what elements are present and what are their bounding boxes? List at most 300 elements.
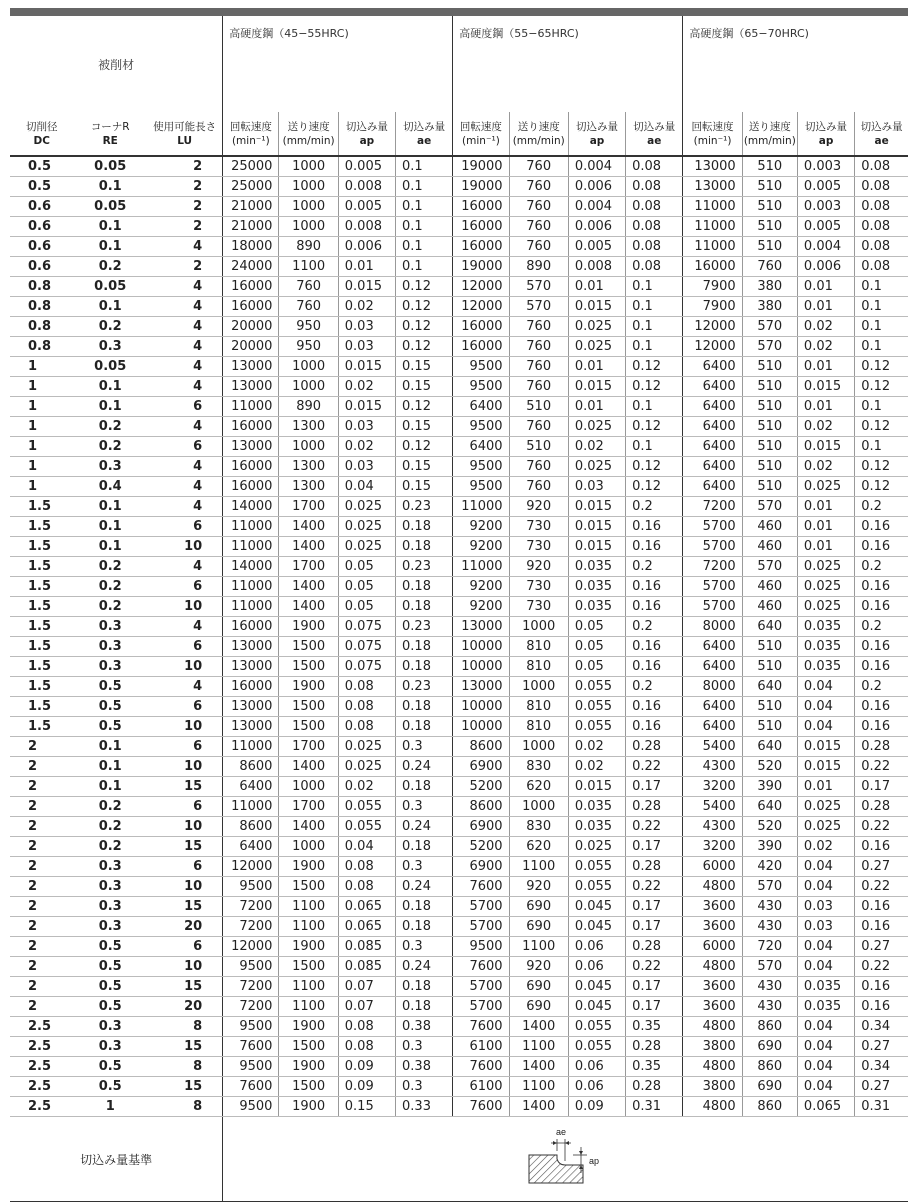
cell-dc: 2: [10, 857, 73, 877]
cell-feed: 1900: [279, 937, 338, 957]
cell-speed: 16000: [453, 217, 509, 237]
table-row: [10, 537, 908, 557]
cell-feed: 570: [742, 317, 797, 337]
cell-feed: 520: [742, 817, 797, 837]
cell-speed: 5200: [453, 777, 509, 797]
cell-speed: 13000: [223, 437, 279, 457]
cell-ap: 0.015: [338, 397, 395, 417]
cell-speed: 4800: [683, 1097, 742, 1117]
cell-ae: 0.08: [626, 156, 683, 177]
cell-lu: 15: [147, 777, 223, 797]
cell-speed: 3600: [683, 997, 742, 1017]
cell-ae: 0.1: [396, 237, 453, 257]
cell-speed: 5700: [453, 897, 509, 917]
cell-feed: 950: [279, 317, 338, 337]
cell-re: 0.1: [73, 377, 147, 397]
cell-feed: 510: [742, 197, 797, 217]
cell-dc: 1.5: [10, 717, 73, 737]
cell-ap: 0.025: [568, 337, 625, 357]
table-row: [10, 317, 908, 337]
cell-speed: 13000: [223, 657, 279, 677]
cell-ap: 0.055: [568, 1037, 625, 1057]
cell-speed: 13000: [223, 357, 279, 377]
cell-ap: 0.035: [568, 817, 625, 837]
cell-speed: 9500: [453, 477, 509, 497]
cell-ae: 0.3: [396, 1037, 453, 1057]
cell-ap: 0.01: [797, 357, 854, 377]
col-re: コーナR RE: [73, 112, 147, 156]
cell-ap: 0.005: [568, 237, 625, 257]
col-dc: 切削径 DC: [10, 112, 73, 156]
cell-feed: 1100: [509, 1077, 568, 1097]
cell-speed: 6100: [453, 1037, 509, 1057]
cell-ae: 0.08: [855, 156, 908, 177]
cell-ae: 0.23: [396, 677, 453, 697]
cell-ae: 0.1: [855, 297, 908, 317]
cell-re: 0.1: [73, 237, 147, 257]
cell-re: 0.3: [73, 857, 147, 877]
cell-re: 0.2: [73, 317, 147, 337]
cell-speed: 16000: [453, 317, 509, 337]
cell-feed: 510: [509, 437, 568, 457]
cell-speed: 16000: [683, 257, 742, 277]
cell-speed: 16000: [453, 237, 509, 257]
cell-feed: 760: [509, 457, 568, 477]
cell-ae: 0.18: [396, 657, 453, 677]
cell-lu: 2: [147, 177, 223, 197]
cell-speed: 6900: [453, 757, 509, 777]
cell-speed: 6000: [683, 857, 742, 877]
table-row: [10, 877, 908, 897]
cell-feed: 510: [742, 417, 797, 437]
cell-feed: 620: [509, 777, 568, 797]
cell-ap: 0.04: [797, 877, 854, 897]
cell-ae: 0.16: [855, 657, 908, 677]
cell-ap: 0.04: [797, 1037, 854, 1057]
cell-ae: 0.12: [396, 297, 453, 317]
cell-ap: 0.025: [568, 837, 625, 857]
cell-speed: 16000: [223, 677, 279, 697]
cell-feed: 1000: [509, 737, 568, 757]
cell-lu: 6: [147, 577, 223, 597]
cell-speed: 6400: [683, 457, 742, 477]
cell-speed: 7200: [683, 557, 742, 577]
table-row: [10, 257, 908, 277]
cell-re: 0.5: [73, 977, 147, 997]
cell-ap: 0.008: [338, 177, 395, 197]
col-speed-2: 回転速度 (min⁻¹): [453, 112, 509, 156]
cell-speed: 5400: [683, 737, 742, 757]
cell-ap: 0.02: [797, 417, 854, 437]
cell-re: 0.5: [73, 697, 147, 717]
cell-ae: 0.1: [855, 317, 908, 337]
cell-re: 0.3: [73, 877, 147, 897]
cell-ae: 0.38: [396, 1017, 453, 1037]
cell-ae: 0.22: [626, 957, 683, 977]
cell-ap: 0.01: [568, 277, 625, 297]
cell-ap: 0.025: [797, 797, 854, 817]
cell-dc: 0.6: [10, 237, 73, 257]
cell-dc: 1: [10, 457, 73, 477]
cell-ae: 0.18: [396, 717, 453, 737]
cell-ae: 0.12: [626, 417, 683, 437]
cell-ae: 0.16: [626, 517, 683, 537]
cell-ae: 0.12: [626, 357, 683, 377]
cell-ap: 0.07: [338, 997, 395, 1017]
cell-re: 0.05: [73, 156, 147, 177]
cell-feed: 730: [509, 517, 568, 537]
cell-speed: 7200: [223, 917, 279, 937]
cutting-conditions-table: [10, 16, 908, 1202]
cell-dc: 1: [10, 417, 73, 437]
cell-feed: 1500: [279, 657, 338, 677]
cell-re: 0.2: [73, 257, 147, 277]
cell-lu: 4: [147, 557, 223, 577]
cell-feed: 570: [509, 277, 568, 297]
cell-speed: 5700: [453, 997, 509, 1017]
cell-feed: 520: [742, 757, 797, 777]
cell-ap: 0.045: [568, 977, 625, 997]
cell-speed: 12000: [683, 317, 742, 337]
cell-ae: 0.28: [626, 1037, 683, 1057]
cell-speed: 19000: [453, 156, 509, 177]
cell-feed: 1000: [279, 437, 338, 457]
cell-feed: 1500: [279, 717, 338, 737]
cell-speed: 4300: [683, 817, 742, 837]
cell-ae: 0.1: [855, 397, 908, 417]
cell-speed: 11000: [223, 597, 279, 617]
cell-feed: 1400: [279, 597, 338, 617]
cell-re: 0.3: [73, 637, 147, 657]
table-row: [10, 557, 908, 577]
cell-dc: 2: [10, 937, 73, 957]
cell-feed: 1400: [509, 1097, 568, 1117]
cell-dc: 1: [10, 397, 73, 417]
cell-speed: 6900: [453, 857, 509, 877]
cell-ae: 0.31: [626, 1097, 683, 1117]
table-row: [10, 797, 908, 817]
cell-speed: 16000: [223, 457, 279, 477]
cell-feed: 860: [742, 1057, 797, 1077]
cell-dc: 2.5: [10, 1077, 73, 1097]
cell-re: 0.1: [73, 397, 147, 417]
cell-feed: 570: [742, 557, 797, 577]
cell-ap: 0.05: [568, 617, 625, 637]
cell-speed: 6400: [683, 417, 742, 437]
cell-ap: 0.055: [568, 857, 625, 877]
col-feed-3: 送り速度 (mm/min): [742, 112, 797, 156]
cell-lu: 6: [147, 797, 223, 817]
cell-dc: 2: [10, 957, 73, 977]
cell-ae: 0.12: [855, 377, 908, 397]
cell-speed: 7200: [223, 997, 279, 1017]
table-row: [10, 1077, 908, 1097]
cell-feed: 1400: [279, 757, 338, 777]
cell-speed: 16000: [223, 617, 279, 637]
cell-lu: 4: [147, 497, 223, 517]
cell-lu: 6: [147, 937, 223, 957]
cell-ae: 0.12: [855, 457, 908, 477]
cell-speed: 7900: [683, 297, 742, 317]
cell-lu: 20: [147, 997, 223, 1017]
cell-ap: 0.015: [568, 777, 625, 797]
cell-ap: 0.035: [797, 617, 854, 637]
cell-feed: 510: [742, 156, 797, 177]
cell-speed: 9500: [453, 417, 509, 437]
cell-feed: 760: [509, 317, 568, 337]
cell-feed: 430: [742, 977, 797, 997]
cell-ap: 0.015: [568, 377, 625, 397]
cell-lu: 15: [147, 1037, 223, 1057]
cell-speed: 16000: [223, 297, 279, 317]
cell-feed: 1000: [279, 197, 338, 217]
cell-ap: 0.005: [797, 177, 854, 197]
cell-ae: 0.1: [626, 277, 683, 297]
cell-speed: 16000: [223, 417, 279, 437]
cell-ap: 0.055: [568, 677, 625, 697]
cell-feed: 570: [742, 877, 797, 897]
col-feed-1: 送り速度 (mm/min): [279, 112, 338, 156]
cell-speed: 9200: [453, 537, 509, 557]
cell-feed: 920: [509, 557, 568, 577]
cell-ae: 0.18: [396, 537, 453, 557]
cell-ap: 0.015: [568, 497, 625, 517]
cell-ae: 0.12: [396, 437, 453, 457]
cell-feed: 1400: [509, 1017, 568, 1037]
cell-ae: 0.1: [396, 217, 453, 237]
cell-ae: 0.1: [855, 437, 908, 457]
cell-dc: 2: [10, 977, 73, 997]
cell-ae: 0.08: [855, 217, 908, 237]
cell-speed: 7600: [223, 1037, 279, 1057]
cell-ap: 0.075: [338, 657, 395, 677]
cell-speed: 8000: [683, 617, 742, 637]
table-row: [10, 417, 908, 437]
cell-ae: 0.24: [396, 877, 453, 897]
cell-re: 0.2: [73, 417, 147, 437]
cell-feed: 720: [742, 937, 797, 957]
cell-feed: 510: [742, 657, 797, 677]
cell-dc: 1.5: [10, 677, 73, 697]
cell-ae: 0.08: [855, 237, 908, 257]
cell-ae: 0.22: [855, 757, 908, 777]
group-header-45-55: 高硬度鋼（45−55HRC): [223, 16, 453, 112]
cell-speed: 25000: [223, 177, 279, 197]
cell-ap: 0.05: [338, 597, 395, 617]
cell-speed: 13000: [223, 717, 279, 737]
cell-ae: 0.15: [396, 357, 453, 377]
cell-re: 0.5: [73, 957, 147, 977]
cell-re: 0.3: [73, 657, 147, 677]
cell-ae: 0.08: [855, 177, 908, 197]
cell-speed: 16000: [453, 337, 509, 357]
cell-feed: 760: [509, 337, 568, 357]
cell-feed: 1000: [279, 837, 338, 857]
cell-ae: 0.16: [626, 697, 683, 717]
cell-ap: 0.004: [568, 156, 625, 177]
cell-feed: 690: [509, 997, 568, 1017]
cell-ap: 0.015: [568, 517, 625, 537]
cell-re: 0.1: [73, 537, 147, 557]
cell-feed: 1900: [279, 617, 338, 637]
cell-re: 0.2: [73, 597, 147, 617]
cell-ae: 0.16: [855, 917, 908, 937]
cell-lu: 10: [147, 597, 223, 617]
cell-ap: 0.035: [568, 557, 625, 577]
cell-lu: 4: [147, 277, 223, 297]
cell-feed: 640: [742, 677, 797, 697]
cell-ap: 0.08: [338, 857, 395, 877]
cell-ae: 0.1: [855, 277, 908, 297]
cell-speed: 5700: [683, 577, 742, 597]
cell-ae: 0.22: [855, 817, 908, 837]
cell-re: 0.5: [73, 677, 147, 697]
col-speed-3: 回転速度 (min⁻¹): [683, 112, 742, 156]
cell-dc: 1.5: [10, 557, 73, 577]
cell-dc: 0.5: [10, 177, 73, 197]
cell-speed: 7600: [223, 1077, 279, 1097]
cell-ap: 0.085: [338, 957, 395, 977]
cell-feed: 390: [742, 837, 797, 857]
cell-ap: 0.09: [568, 1097, 625, 1117]
cell-speed: 20000: [223, 317, 279, 337]
cell-lu: 15: [147, 1077, 223, 1097]
cell-ap: 0.006: [568, 217, 625, 237]
cell-speed: 7600: [453, 1057, 509, 1077]
cell-ae: 0.16: [855, 717, 908, 737]
cell-speed: 13000: [453, 617, 509, 637]
cell-re: 0.1: [73, 757, 147, 777]
cell-ae: 0.28: [626, 737, 683, 757]
cell-ap: 0.01: [568, 357, 625, 377]
cell-ap: 0.01: [797, 277, 854, 297]
cell-lu: 6: [147, 397, 223, 417]
cell-ap: 0.04: [797, 677, 854, 697]
col-ae-2: 切込み量 ae: [626, 112, 683, 156]
cell-ap: 0.01: [338, 257, 395, 277]
table-row: [10, 156, 908, 177]
table-row: [10, 277, 908, 297]
cell-speed: 13000: [223, 377, 279, 397]
table-row: [10, 837, 908, 857]
cell-ae: 0.18: [396, 697, 453, 717]
cell-lu: 2: [147, 156, 223, 177]
cell-ae: 0.22: [855, 957, 908, 977]
cell-ae: 0.16: [855, 637, 908, 657]
cell-ap: 0.065: [338, 917, 395, 937]
cell-speed: 16000: [223, 277, 279, 297]
cell-ap: 0.015: [568, 537, 625, 557]
cell-re: 0.5: [73, 717, 147, 737]
cell-re: 1: [73, 1097, 147, 1117]
cell-ap: 0.035: [568, 597, 625, 617]
cell-speed: 13000: [223, 697, 279, 717]
cell-feed: 860: [742, 1017, 797, 1037]
cell-ae: 0.22: [626, 817, 683, 837]
cell-feed: 460: [742, 537, 797, 557]
cell-ap: 0.01: [797, 777, 854, 797]
cell-ae: 0.17: [626, 837, 683, 857]
table-row: [10, 237, 908, 257]
cell-ae: 0.16: [855, 597, 908, 617]
cell-dc: 1.5: [10, 617, 73, 637]
cell-feed: 1000: [279, 777, 338, 797]
cell-lu: 4: [147, 377, 223, 397]
cell-feed: 690: [509, 977, 568, 997]
cell-ap: 0.005: [797, 217, 854, 237]
cell-re: 0.2: [73, 557, 147, 577]
col-feed-2: 送り速度 (mm/min): [509, 112, 568, 156]
cell-ap: 0.035: [568, 797, 625, 817]
cell-speed: 21000: [223, 217, 279, 237]
cell-speed: 3600: [683, 977, 742, 997]
depth-reference-label: 切込み量基準: [10, 1117, 223, 1202]
cell-ae: 0.1: [626, 297, 683, 317]
cell-ae: 0.34: [855, 1017, 908, 1037]
cell-feed: 1700: [279, 797, 338, 817]
cell-ap: 0.065: [338, 897, 395, 917]
cell-feed: 390: [742, 777, 797, 797]
cell-feed: 1900: [279, 677, 338, 697]
cell-ae: 0.23: [396, 557, 453, 577]
cell-speed: 16000: [223, 477, 279, 497]
cell-speed: 6400: [683, 637, 742, 657]
col-lu: 使用可能長さ LU: [147, 112, 223, 156]
cell-speed: 12000: [453, 297, 509, 317]
cell-ae: 0.2: [855, 557, 908, 577]
cell-ae: 0.08: [626, 177, 683, 197]
cell-ae: 0.12: [626, 377, 683, 397]
cell-dc: 1.5: [10, 497, 73, 517]
cell-ae: 0.08: [855, 197, 908, 217]
cell-ap: 0.025: [797, 817, 854, 837]
cell-feed: 760: [742, 257, 797, 277]
table-row: [10, 897, 908, 917]
cell-feed: 510: [742, 397, 797, 417]
cell-ae: 0.16: [855, 537, 908, 557]
cell-speed: 13000: [683, 156, 742, 177]
cell-ap: 0.008: [568, 257, 625, 277]
table-row: [10, 377, 908, 397]
cell-ap: 0.003: [797, 156, 854, 177]
cell-ae: 0.3: [396, 937, 453, 957]
cell-feed: 1500: [279, 1077, 338, 1097]
cell-ap: 0.03: [568, 477, 625, 497]
table-row: [10, 617, 908, 637]
cell-ap: 0.01: [797, 397, 854, 417]
cell-ae: 0.08: [626, 237, 683, 257]
cell-ap: 0.04: [797, 1077, 854, 1097]
cell-ap: 0.04: [797, 957, 854, 977]
cell-ae: 0.28: [855, 797, 908, 817]
cell-re: 0.3: [73, 1017, 147, 1037]
cell-lu: 4: [147, 337, 223, 357]
cell-ae: 0.27: [855, 1077, 908, 1097]
cell-ap: 0.006: [338, 237, 395, 257]
cell-re: 0.2: [73, 837, 147, 857]
cell-ap: 0.025: [797, 477, 854, 497]
cell-dc: 1.5: [10, 657, 73, 677]
cell-ae: 0.16: [626, 717, 683, 737]
cell-ap: 0.04: [797, 1017, 854, 1037]
cell-re: 0.1: [73, 517, 147, 537]
cell-feed: 1700: [279, 737, 338, 757]
cell-ae: 0.1: [396, 177, 453, 197]
cell-feed: 1000: [509, 677, 568, 697]
cell-speed: 4800: [683, 957, 742, 977]
cell-speed: 11000: [453, 557, 509, 577]
cell-lu: 4: [147, 237, 223, 257]
